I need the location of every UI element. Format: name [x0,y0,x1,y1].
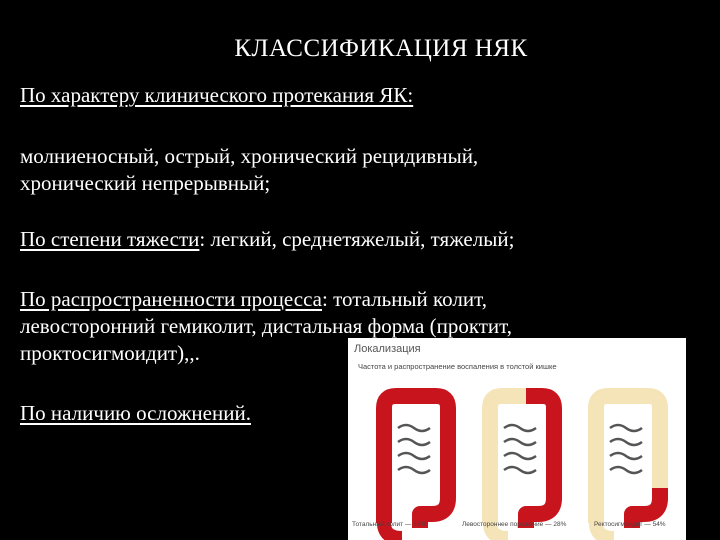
colon-left-sided [490,396,554,538]
colon-localization-figure [348,338,686,540]
course-values-line-2: хронический непрерывный; [20,171,271,195]
severity-row [20,226,710,253]
colon-rectosigmoid [596,396,660,538]
course-values-line-1: молниеносный, острый, хронический рецидивный, [20,144,479,168]
course-values [20,143,710,197]
caption-rectosigmoid: Ректосигмоидит — 54% [594,521,666,528]
severity-label: По степени тяжести [20,227,200,251]
extent-line-3: проктосигмоидит),,. [20,341,200,365]
extent-label: По распространенности процесса [20,287,322,311]
severity-values: : легкий, среднетяжелый, тяжелый; [199,227,515,251]
course-heading: По характеру клинического протекания ЯК: [20,83,414,107]
figure-subtitle: Частота и распространение воспаления в толстой кишке [358,362,557,371]
figure-title: Локализация [354,343,421,355]
slide-title: КЛАССИФИКАЦИЯ НЯК [234,35,528,62]
extent-line-2: левосторонний гемиколит, дистальная форма (проктит, [20,314,513,338]
colon-total-colitis [384,396,448,538]
extent-line-1: : тотальный колит, [321,287,487,311]
complications-row: По наличию осложнений. [20,401,251,425]
caption-left-sided: Левостороннее поражение — 28% [462,521,567,528]
caption-total: Тотальный колит — 18% [352,521,427,528]
